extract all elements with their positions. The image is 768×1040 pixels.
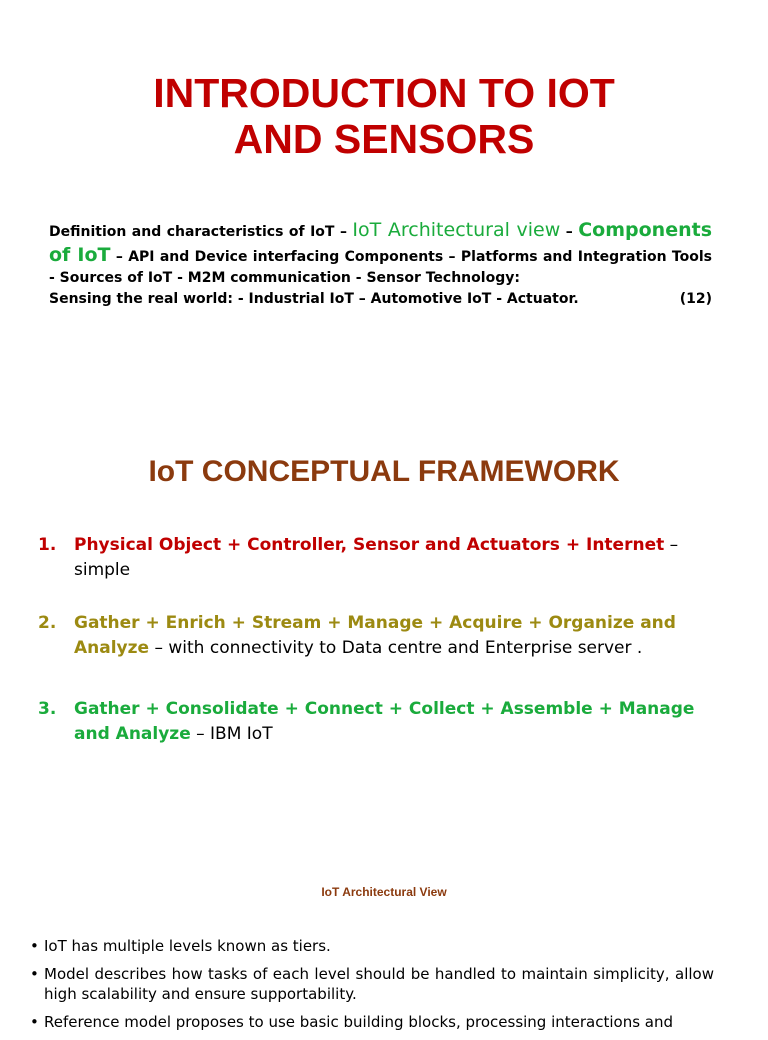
syllabus-highlight-components: Components of IoT [49, 219, 713, 266]
bullet-item [30, 936, 714, 956]
list-item-number: 2. [38, 613, 57, 633]
list-item-number: 1. [38, 535, 57, 555]
list-item [38, 611, 728, 661]
list-item-rest: – simple [74, 535, 679, 580]
list-item-rest: – IBM IoT [190, 724, 273, 744]
syllabus-last-line [49, 289, 712, 310]
syllabus-text: – API and Device interfacing Components – Platforms and Integration Tools - Sources of IoT - M2M communication - Sensor Technology: [49, 249, 712, 286]
bullet-item [30, 964, 714, 1004]
list-item-highlight: Gather + Consolidate + Connect + Collect + Assemble + Manage and Analyze [74, 699, 695, 744]
list-item-text [74, 533, 728, 583]
syllabus-paragraph [49, 218, 712, 310]
bullet-text: Model describes how tasks of each level should be handled to maintain simplicity, allow high scalability and ensure supportability. [44, 965, 714, 1003]
list-item-number: 3. [38, 699, 57, 719]
slide-title [0, 70, 768, 162]
syllabus-highlight-architectural-view: IoT Architectural view [352, 219, 561, 241]
bullet-icon: • [30, 1013, 39, 1031]
syllabus-text: Definition and characteristics of IoT – [49, 224, 353, 240]
list-item [38, 533, 728, 583]
syllabus-text: Sensing the real world: - Industrial IoT – Automotive IoT - Actuator. [49, 291, 579, 307]
list-item-text [74, 697, 728, 747]
architectural-view-title: IoT Architectural View [321, 885, 447, 899]
architecture-bullets [30, 936, 714, 1040]
list-item-highlight: Gather + Enrich + Stream + Manage + Acquire + Organize and Analyze [74, 613, 676, 658]
bullet-text: IoT has multiple levels known as tiers. [44, 937, 331, 955]
syllabus-hours: (12) [679, 291, 712, 307]
list-item [38, 697, 728, 747]
slide-title-line-2: AND SENSORS [233, 116, 535, 162]
list-item-text [74, 611, 728, 661]
framework-list [38, 533, 728, 747]
bullet-icon: • [30, 937, 39, 955]
syllabus-text: – [560, 224, 573, 240]
bullet-text: Reference model proposes to use basic building blocks, processing interactions and [44, 1013, 674, 1031]
bullet-item [30, 1012, 714, 1032]
list-item-rest: – with connectivity to Data centre and Enterprise server . [149, 638, 643, 658]
slide-title-line-1: INTRODUCTION TO IOT [153, 70, 615, 116]
bullet-icon: • [30, 965, 39, 983]
list-item-highlight: Physical Object + Controller, Sensor and Actuators + Internet [74, 535, 665, 555]
framework-title: IoT CONCEPTUAL FRAMEWORK [148, 455, 620, 488]
